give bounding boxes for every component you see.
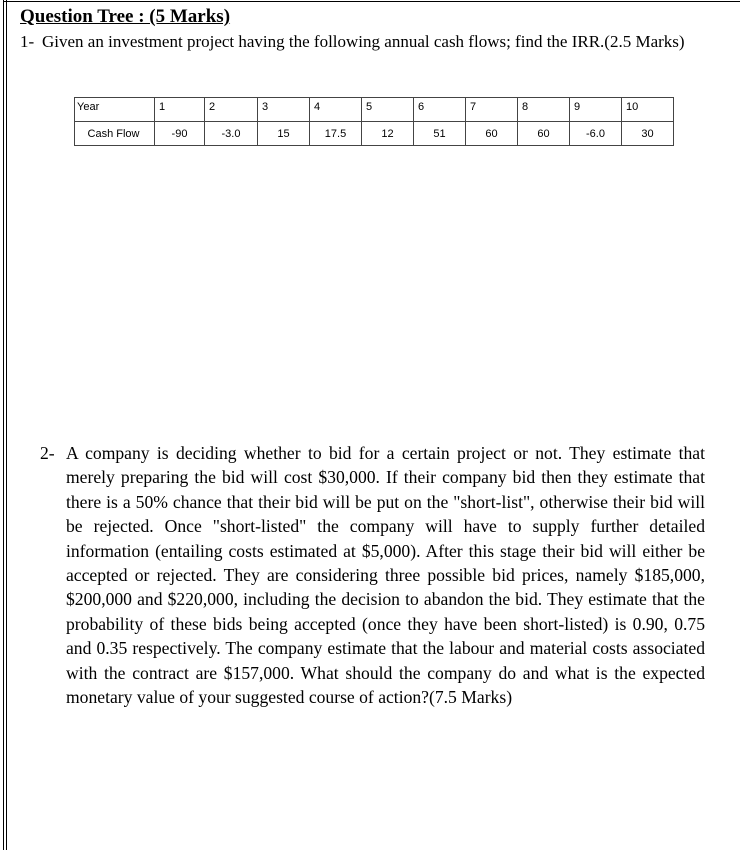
cash-flow-cell: -6.0: [570, 122, 622, 146]
row-label-cash-flow: Cash Flow: [75, 122, 155, 146]
year-cell: 9: [570, 98, 622, 122]
question-1-text: Given an investment project having the following annual cash flows; find the IRR.(2.5 Marks): [42, 32, 685, 51]
year-cell: 8: [518, 98, 570, 122]
year-cell: 2: [205, 98, 258, 122]
year-cell: 10: [622, 98, 674, 122]
year-cell: 5: [362, 98, 414, 122]
document-body: [20, 6, 710, 52]
question-2-number: 2-: [40, 443, 55, 463]
row-label-year: Year: [75, 98, 155, 122]
year-cell: 1: [155, 98, 205, 122]
page-left-border: [3, 0, 7, 850]
cash-flow-cell: 60: [518, 122, 570, 146]
cash-flow-cell: -90: [155, 122, 205, 146]
cash-flow-table: [74, 97, 674, 146]
table-row-cash-flow: [75, 122, 674, 146]
year-cell: 6: [414, 98, 466, 122]
cash-flow-cell: 15: [258, 122, 310, 146]
page-title: Question Tree : (5 Marks): [20, 6, 231, 27]
cash-flow-cell: 17.5: [310, 122, 362, 146]
cash-flow-cell: 12: [362, 122, 414, 146]
table-row-years: [75, 98, 674, 122]
question-2-text: A company is deciding whether to bid for a certain project or not. They estimate that merely preparing the bid will cost $30,000. If their company bid then they estimate that there is a 50% chance that their bid will be put on the "short-list", otherwise their bid will be rejected. Once "short-listed" the company will have to supply further detailed information (entailing costs estimated at $5,000). After this stage their bid will either be accepted or rejected. They are considering three possible bid prices, namely $185,000, $200,000 and $220,000, including the decision to abandon the bid. They estimate that the probability of these bids being accepted (once they have been short-listed) is 0.90, 0.75 and 0.35 respectively. The company estimate that the labour and material costs associated with the contract are $157,000. What should the company do and what is the expected monetary value of your suggested course of action?(7.5 Marks): [66, 443, 705, 708]
cash-flow-cell: -3.0: [205, 122, 258, 146]
year-cell: 3: [258, 98, 310, 122]
year-cell: 4: [310, 98, 362, 122]
cash-flow-cell: 51: [414, 122, 466, 146]
question-2: [40, 441, 705, 709]
question-1-number: 1-: [20, 32, 35, 51]
cash-flow-cell: 30: [622, 122, 674, 146]
page-top-border: [3, 1, 740, 4]
year-cell: 7: [466, 98, 518, 122]
cash-flow-cell: 60: [466, 122, 518, 146]
question-1: [20, 32, 710, 52]
